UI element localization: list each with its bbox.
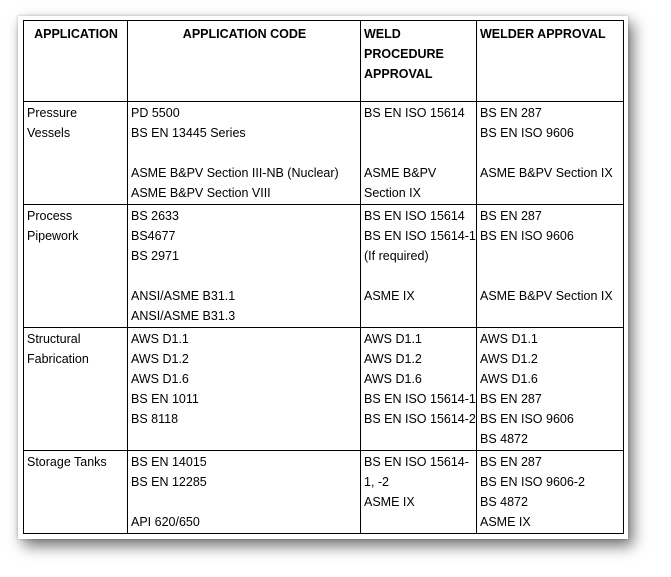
- cell-line: ASME IX: [364, 289, 415, 303]
- header-line: APPLICATION: [34, 27, 118, 41]
- cell-welder-approval: [477, 451, 624, 534]
- cell-line: ASME B&PV: [364, 166, 437, 180]
- cell-line: Process: [27, 209, 73, 223]
- cell-line: ASME B&PV Section VIII: [131, 186, 271, 200]
- cell-line: ASME B&PV Section IX: [480, 166, 613, 180]
- cell-line: Pressure: [27, 106, 78, 120]
- cell-line: BS EN ISO 9606: [480, 229, 574, 243]
- cell-line: AWS D1.1: [131, 332, 189, 346]
- document-sheet: [18, 16, 628, 539]
- cell-line: BS EN ISO 15614-1: [364, 392, 476, 406]
- blank-line: [364, 266, 474, 286]
- blank-line: [364, 123, 474, 143]
- cell-line: BS EN ISO 15614: [364, 209, 465, 223]
- cell-line: AWS D1.6: [364, 372, 422, 386]
- cell-line: 1, -2: [364, 475, 390, 489]
- cell-line: BS EN 287: [480, 106, 542, 120]
- cell-line: ANSI/ASME B31.1: [131, 289, 236, 303]
- cell-weld-procedure: [361, 328, 477, 451]
- cell-line: BS EN 287: [480, 209, 542, 223]
- cell-line: AWS D1.6: [131, 372, 189, 386]
- header-line: WELDER APPROVAL: [480, 27, 606, 41]
- table-row: [24, 102, 624, 205]
- blank-line: [480, 246, 621, 266]
- cell-line: Vessels: [27, 126, 71, 140]
- cell-line: Pipework: [27, 229, 79, 243]
- cell-line: (If required): [364, 249, 429, 263]
- cell-line: BS EN ISO 15614-: [364, 455, 469, 469]
- cell-line: ASME B&PV Section III-NB (Nuclear): [131, 166, 339, 180]
- blank-line: [364, 143, 474, 163]
- cell-application: [24, 102, 128, 205]
- cell-line: PD 5500: [131, 106, 180, 120]
- blank-line: [131, 143, 358, 163]
- cell-line: BS EN ISO 15614-1: [364, 229, 476, 243]
- cell-application-code: [128, 328, 361, 451]
- cell-line: BS EN 14015: [131, 455, 207, 469]
- cell-application-code: [128, 102, 361, 205]
- cell-line: BS 2971: [131, 249, 179, 263]
- cell-line: Section IX: [364, 186, 421, 200]
- cell-line: ANSI/ASME B31.3: [131, 309, 236, 323]
- blank-line: [131, 266, 358, 286]
- table-row: [24, 451, 624, 534]
- cell-weld-procedure: [361, 451, 477, 534]
- cell-line: API 620/650: [131, 515, 200, 529]
- cell-weld-procedure: [361, 102, 477, 205]
- header-welder-approval: [477, 21, 624, 102]
- welding-codes-table: [23, 20, 624, 534]
- cell-line: BS EN 1011: [131, 392, 199, 406]
- cell-line: AWS D1.1: [480, 332, 538, 346]
- table-header-row: [24, 21, 624, 102]
- cell-welder-approval: [477, 328, 624, 451]
- cell-line: AWS D1.6: [480, 372, 538, 386]
- header-weld-procedure-approval: [361, 21, 477, 102]
- cell-weld-procedure: [361, 205, 477, 328]
- cell-line: AWS D1.2: [364, 352, 422, 366]
- table-row: [24, 205, 624, 328]
- cell-line: ASME IX: [480, 515, 531, 529]
- blank-line: [131, 492, 358, 512]
- cell-welder-approval: [477, 102, 624, 205]
- cell-line: ASME B&PV Section IX: [480, 289, 613, 303]
- cell-line: BS EN 13445 Series: [131, 126, 246, 140]
- cell-line: ASME IX: [364, 495, 415, 509]
- cell-line: BS EN ISO 9606: [480, 126, 574, 140]
- cell-line: BS EN ISO 9606-2: [480, 475, 585, 489]
- cell-application-code: [128, 451, 361, 534]
- cell-line: BS EN 287: [480, 455, 542, 469]
- cell-line: BS 4872: [480, 432, 528, 446]
- cell-line: Storage Tanks: [27, 455, 107, 469]
- cell-line: BS 4872: [480, 495, 528, 509]
- table-body: [24, 102, 624, 534]
- cell-line: BS4677: [131, 229, 176, 243]
- cell-application: [24, 205, 128, 328]
- blank-line: [480, 266, 621, 286]
- header-line: WELD: [364, 27, 401, 41]
- cell-application: [24, 451, 128, 534]
- cell-application-code: [128, 205, 361, 328]
- header-application-code: [128, 21, 361, 102]
- cell-line: BS 2633: [131, 209, 179, 223]
- cell-line: BS EN ISO 15614: [364, 106, 465, 120]
- cell-application: [24, 328, 128, 451]
- header-line: APPROVAL: [364, 67, 433, 81]
- blank-line: [480, 143, 621, 163]
- cell-line: BS EN 287: [480, 392, 542, 406]
- cell-line: BS EN ISO 15614-2: [364, 412, 476, 426]
- cell-line: AWS D1.1: [364, 332, 422, 346]
- header-line: PROCEDURE: [364, 47, 444, 61]
- cell-line: BS 8118: [131, 412, 179, 426]
- cell-line: AWS D1.2: [131, 352, 189, 366]
- cell-line: BS EN ISO 9606: [480, 412, 574, 426]
- cell-line: Fabrication: [27, 352, 89, 366]
- cell-line: AWS D1.2: [480, 352, 538, 366]
- cell-line: BS EN 12285: [131, 475, 207, 489]
- cell-welder-approval: [477, 205, 624, 328]
- cell-line: Structural: [27, 332, 81, 346]
- header-application: [24, 21, 128, 102]
- header-line: APPLICATION CODE: [182, 27, 307, 41]
- table-row: [24, 328, 624, 451]
